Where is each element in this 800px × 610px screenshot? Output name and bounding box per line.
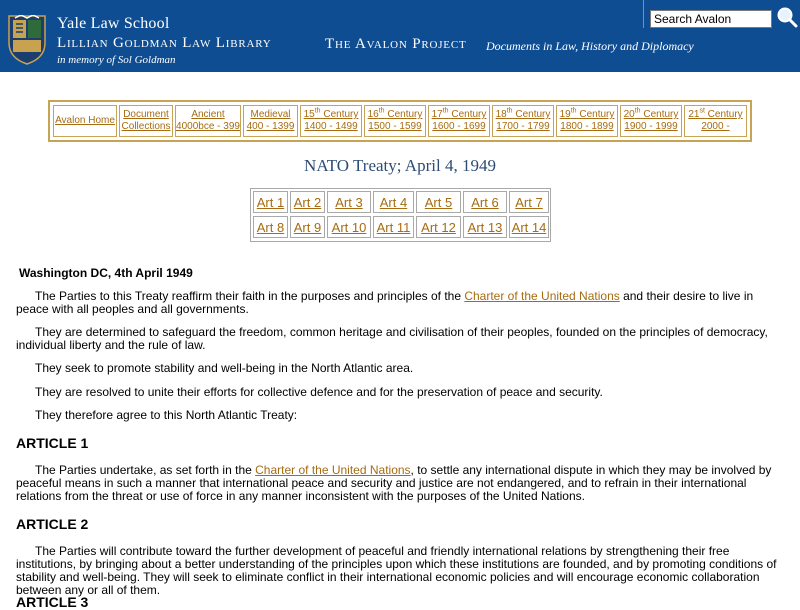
century-word[interactable]: Century [643, 109, 679, 120]
nav-avalon-home[interactable] [53, 105, 117, 137]
article-link[interactable]: Art 6 [471, 194, 499, 210]
text-span: and their desire to live in peace with all peoples and all governments. [16, 289, 754, 316]
era-navigation [48, 100, 752, 142]
article-link-cell[interactable] [463, 216, 507, 238]
article-link-cell[interactable] [253, 216, 288, 238]
school-name[interactable]: Yale Law School [57, 15, 170, 32]
article-link[interactable]: Art 7 [515, 194, 543, 210]
century-number[interactable]: 16 [367, 109, 379, 120]
page-title: NATO Treaty; April 4, 1949 [304, 156, 496, 175]
article-link-cell[interactable] [463, 191, 507, 213]
nav-document-collections[interactable] [119, 105, 173, 137]
document-date: Washington DC, 4th April 1949 [19, 266, 193, 280]
nav-link-line1[interactable] [304, 109, 359, 121]
nav-link-line1[interactable] [432, 109, 487, 121]
un-charter-link[interactable]: Charter of the United Nations [255, 463, 411, 477]
nav-link-line2[interactable]: 1400 - 1499 [304, 121, 358, 132]
nav-link-line2[interactable]: 1700 - 1799 [496, 121, 550, 132]
nav-19th-century[interactable] [556, 105, 618, 137]
century-word[interactable]: Century [707, 109, 743, 120]
century-suffix[interactable]: th [314, 107, 321, 115]
nav-20th-century[interactable] [620, 105, 682, 137]
article-2-heading: ARTICLE 2 [16, 516, 89, 532]
century-suffix[interactable]: st [699, 107, 705, 115]
article-link-cell[interactable] [509, 191, 549, 213]
century-number[interactable]: 19 [559, 109, 571, 120]
article-link[interactable]: Art 9 [293, 219, 322, 235]
article-link[interactable]: Art 13 [467, 219, 503, 235]
article-link-cell[interactable] [373, 216, 414, 238]
nav-ancient[interactable] [175, 105, 241, 137]
nav-link-line2[interactable]: 1600 - 1699 [432, 121, 486, 132]
century-number[interactable]: 21 [688, 109, 700, 120]
yale-shield-icon[interactable] [8, 15, 46, 65]
nav-link-line2[interactable]: Collections [121, 121, 171, 132]
article-link[interactable]: Art 14 [511, 219, 547, 235]
nav-medieval[interactable] [243, 105, 298, 137]
article-index [250, 188, 551, 242]
nav-18th-century[interactable] [492, 105, 554, 137]
preamble-paragraph-2: They are determined to safeguard the freedom, common heritage and civilisation of their peoples, founded on the principles of democracy, individual liberty and the rule of law. [16, 325, 768, 352]
text-span: , to settle any international dispute in which they may be involved by peaceful means in such a manner that international peace and security and justice are not endangered, and to refrain in their international relations from the threat or use of force in any manner inconsistent with the purposes of the United Nations. [16, 463, 772, 503]
century-number[interactable]: 17 [431, 109, 443, 120]
century-word[interactable]: Century [515, 109, 551, 120]
nav-link-line1[interactable] [688, 109, 742, 121]
article-link-cell[interactable] [509, 216, 549, 238]
preamble-paragraph-3: They seek to promote stability and well-being in the North Atlantic area. [35, 361, 414, 375]
article-link-cell[interactable] [290, 191, 325, 213]
century-word[interactable]: Century [451, 109, 487, 120]
nav-link-line1[interactable] [368, 109, 423, 121]
nav-link-line2[interactable]: 1500 - 1599 [368, 121, 422, 132]
text-span: The Parties to this Treaty reaffirm their faith in the purposes and principles of the [35, 289, 465, 303]
article-link[interactable]: Art 5 [424, 194, 453, 210]
article-link-cell[interactable] [290, 216, 325, 238]
nav-15th-century[interactable] [300, 105, 362, 137]
nav-17th-century[interactable] [428, 105, 490, 137]
nav-link-line1[interactable] [560, 109, 615, 121]
preamble-paragraph-4: They are resolved to unite their efforts for collective defence and for the preservation of peace and security. [35, 385, 603, 399]
library-dedication: in memory of Sol Goldman [57, 54, 176, 66]
header-divider [643, 0, 644, 28]
article-link-cell[interactable] [416, 191, 461, 213]
nav-link-line2[interactable]: 400 - 1399 [246, 121, 295, 132]
century-number[interactable]: 15 [303, 109, 315, 120]
avalon-project-subtitle: Documents in Law, History and Diplomacy [486, 39, 694, 53]
century-suffix[interactable]: th [506, 107, 513, 115]
text-span: The Parties undertake, as set forth in the [35, 463, 256, 477]
nav-avalon-home-link[interactable]: Avalon Home [55, 115, 115, 126]
article-link-cell[interactable] [253, 191, 288, 213]
article-link[interactable]: Art 3 [335, 194, 363, 210]
century-number[interactable]: 18 [495, 109, 507, 120]
nav-16th-century[interactable] [364, 105, 426, 137]
nav-link-line1[interactable]: Document [123, 109, 169, 120]
article-2-text: The Parties will contribute toward the further development of peaceful and friendly international relations by strengthening their free institutions, by bringing about a better understanding of the principles upon which these institutions are founded, and by promoting conditions of stability and well-being. They will seek to eliminate conflict in their international economic policies and will encourage economic collaboration between any or all of them. [16, 544, 777, 597]
un-charter-link[interactable]: Charter of the United Nations [464, 289, 620, 303]
article-link-cell[interactable] [373, 191, 414, 213]
century-word[interactable]: Century [323, 109, 359, 120]
century-suffix[interactable]: th [442, 107, 449, 115]
article-3-heading: ARTICLE 3 [16, 594, 89, 610]
century-word[interactable]: Century [387, 109, 423, 120]
nav-link-line1[interactable] [624, 109, 679, 121]
nav-link-line2[interactable]: 1900 - 1999 [624, 121, 678, 132]
article-link[interactable]: Art 4 [379, 194, 408, 210]
library-name[interactable]: Lillian Goldman Law Library [57, 35, 272, 51]
preamble-paragraph-1 [16, 290, 784, 316]
nav-link-line2[interactable]: 1800 - 1899 [560, 121, 614, 132]
article-link[interactable]: Art 8 [256, 219, 285, 235]
nav-link-line1[interactable]: Ancient [191, 109, 225, 120]
article-1-text [16, 464, 784, 503]
article-link-cell[interactable] [416, 216, 461, 238]
avalon-project-title[interactable]: The Avalon Project [325, 36, 467, 52]
nav-link-line2[interactable]: 2000 - [701, 121, 730, 132]
century-suffix[interactable]: th [634, 107, 641, 115]
article-1-heading: ARTICLE 1 [16, 435, 89, 451]
search-icon[interactable] [776, 6, 798, 28]
article-link-cell[interactable] [327, 216, 371, 238]
preamble-paragraph-5: They therefore agree to this North Atlantic Treaty: [35, 408, 298, 422]
article-link[interactable]: Art 2 [293, 194, 322, 210]
century-suffix[interactable]: th [570, 107, 577, 115]
article-link[interactable]: Art 10 [331, 219, 367, 235]
nav-link-line2[interactable]: 4000bce - 399 [176, 121, 240, 132]
nav-21st-century[interactable] [684, 105, 747, 137]
nav-link-line1[interactable] [496, 109, 551, 121]
article-link-cell[interactable] [327, 191, 371, 213]
article-link[interactable]: Art 1 [256, 194, 285, 210]
century-number[interactable]: 20 [623, 109, 635, 120]
century-word[interactable]: Century [579, 109, 615, 120]
article-link[interactable]: Art 11 [376, 219, 411, 235]
century-suffix[interactable]: th [378, 107, 385, 115]
search-input[interactable] [650, 10, 772, 28]
nav-link-line1[interactable]: Medieval [250, 109, 291, 120]
article-link[interactable]: Art 12 [421, 219, 456, 235]
site-header [0, 0, 800, 72]
